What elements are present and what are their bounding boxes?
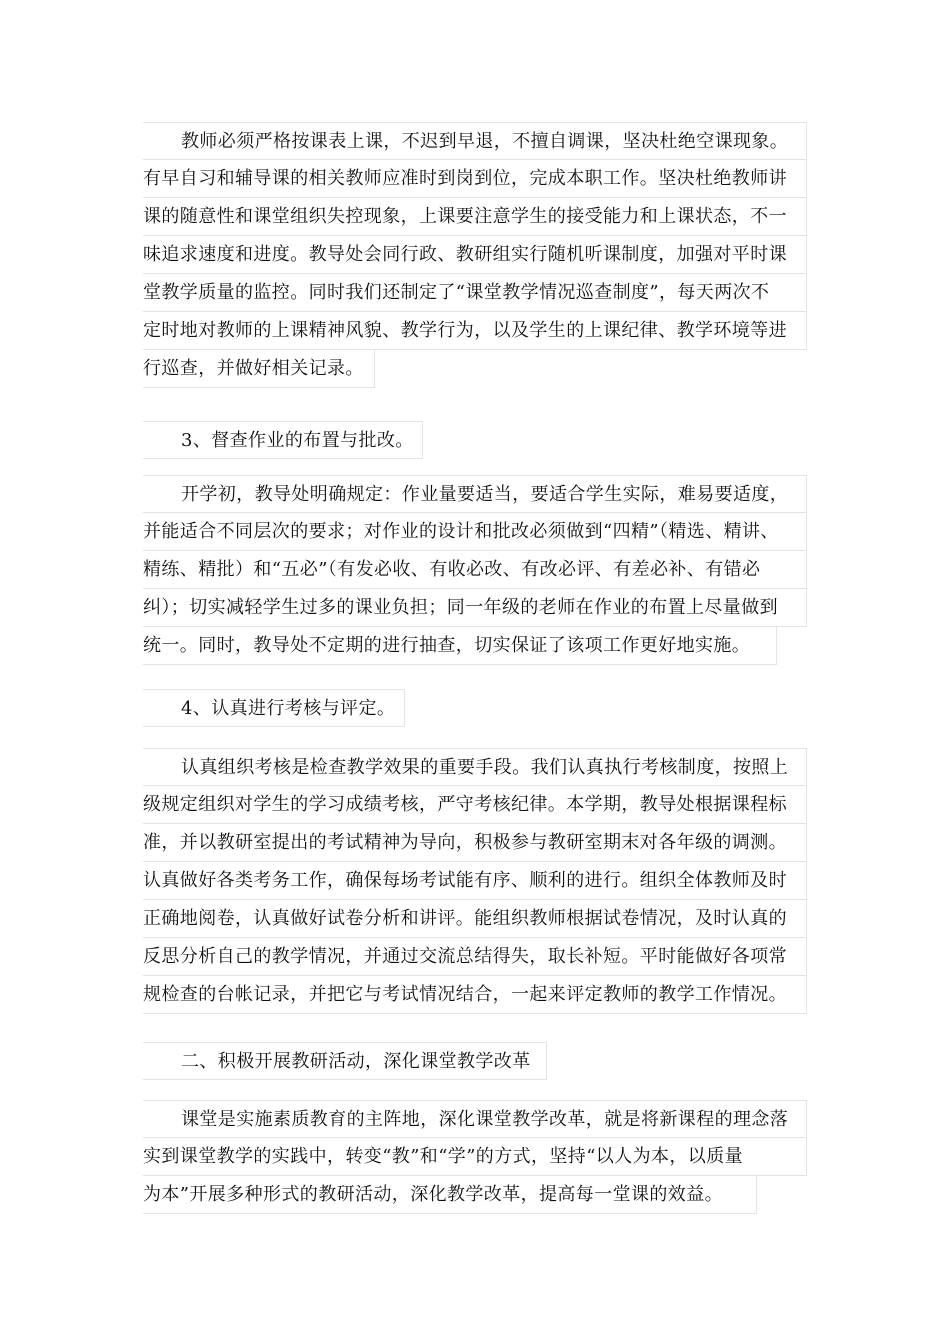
- paragraph-assessment: [143, 748, 807, 1014]
- section-heading: 二、积极开展教研活动，深化课堂教学改革: [143, 1042, 547, 1080]
- text-line: 开学初，教导处明确规定：作业量要适当，要适合学生实际，难易要适度，: [143, 475, 807, 513]
- text-line: 堂教学质量的监控。同时我们还制定了“课堂教学情况巡查制度”，每天两次不: [143, 274, 807, 312]
- text-line: 行巡查，并做好相关记录。: [143, 350, 375, 388]
- text-line: 精练、精批）和“五必”（有发必收、有收必改、有改必评、有差必补、有错必: [143, 551, 807, 589]
- section-heading: 4、认真进行考核与评定。: [143, 689, 405, 727]
- text-line: 定时地对教师的上课精神风貌、教学行为，以及学生的上课纪律、教学环境等进: [143, 312, 807, 350]
- text-line: 级规定组织对学生的学习成绩考核，严守考核纪律。本学期，教导处根据课程标: [143, 786, 807, 824]
- text-line: 准，并以教研室提出的考试精神为导向，积极参与教研室期末对各年级的调测。: [143, 824, 807, 862]
- text-line: 有早自习和辅导课的相关教师应准时到岗到位，完成本职工作。坚决杜绝教师讲: [143, 160, 807, 198]
- text-line: 课堂是实施素质教育的主阵地，深化课堂教学改革，就是将新课程的理念落: [143, 1100, 807, 1138]
- text-line: 规检查的台帐记录，并把它与考试情况结合，一起来评定教师的教学工作情况。: [143, 976, 807, 1014]
- text-line: 实到课堂教学的实践中，转变“教”和“学”的方式，坚持“以人为本，以质量: [143, 1138, 807, 1176]
- paragraph-homework-rules: [143, 475, 807, 665]
- section-heading: 3、督查作业的布置与批改。: [143, 421, 423, 459]
- heading-assessment: [143, 689, 807, 727]
- heading-homework-check: [143, 421, 807, 459]
- text-line: 认真做好各类考务工作，确保每场考试能有序、顺利的进行。组织全体教师及时: [143, 862, 807, 900]
- text-line: 正确地阅卷，认真做好试卷分析和讲评。能组织教师根据试卷情况，及时认真的: [143, 900, 807, 938]
- text-line: 认真组织考核是检查教学效果的重要手段。我们认真执行考核制度，按照上: [143, 748, 807, 786]
- text-line: 课的随意性和课堂组织失控现象，上课要注意学生的接受能力和上课状态，不一: [143, 198, 807, 236]
- text-line: 纠）；切实减轻学生过多的课业负担；同一年级的老师在作业的布置上尽量做到: [143, 589, 807, 627]
- text-line: 为本”开展多种形式的教研活动，深化教学改革，提高每一堂课的效益。: [143, 1176, 757, 1214]
- text-line: 反思分析自己的教学情况，并通过交流总结得失，取长补短。平时能做好各项常: [143, 938, 807, 976]
- heading-teaching-research: [143, 1042, 807, 1080]
- text-line: 教师必须严格按课表上课，不迟到早退，不擅自调课，坚决杜绝空课现象。: [143, 122, 807, 160]
- text-line: 并能适合不同层次的要求；对作业的设计和批改必须做到“四精”（精选、精讲、: [143, 513, 807, 551]
- text-line: 味追求速度和进度。教导处会同行政、教研组实行随机听课制度，加强对平时课: [143, 236, 807, 274]
- text-line: 统一。同时，教导处不定期的进行抽查，切实保证了该项工作更好地实施。: [143, 627, 777, 665]
- paragraph-class-discipline: [143, 122, 807, 388]
- paragraph-classroom-reform: [143, 1100, 807, 1214]
